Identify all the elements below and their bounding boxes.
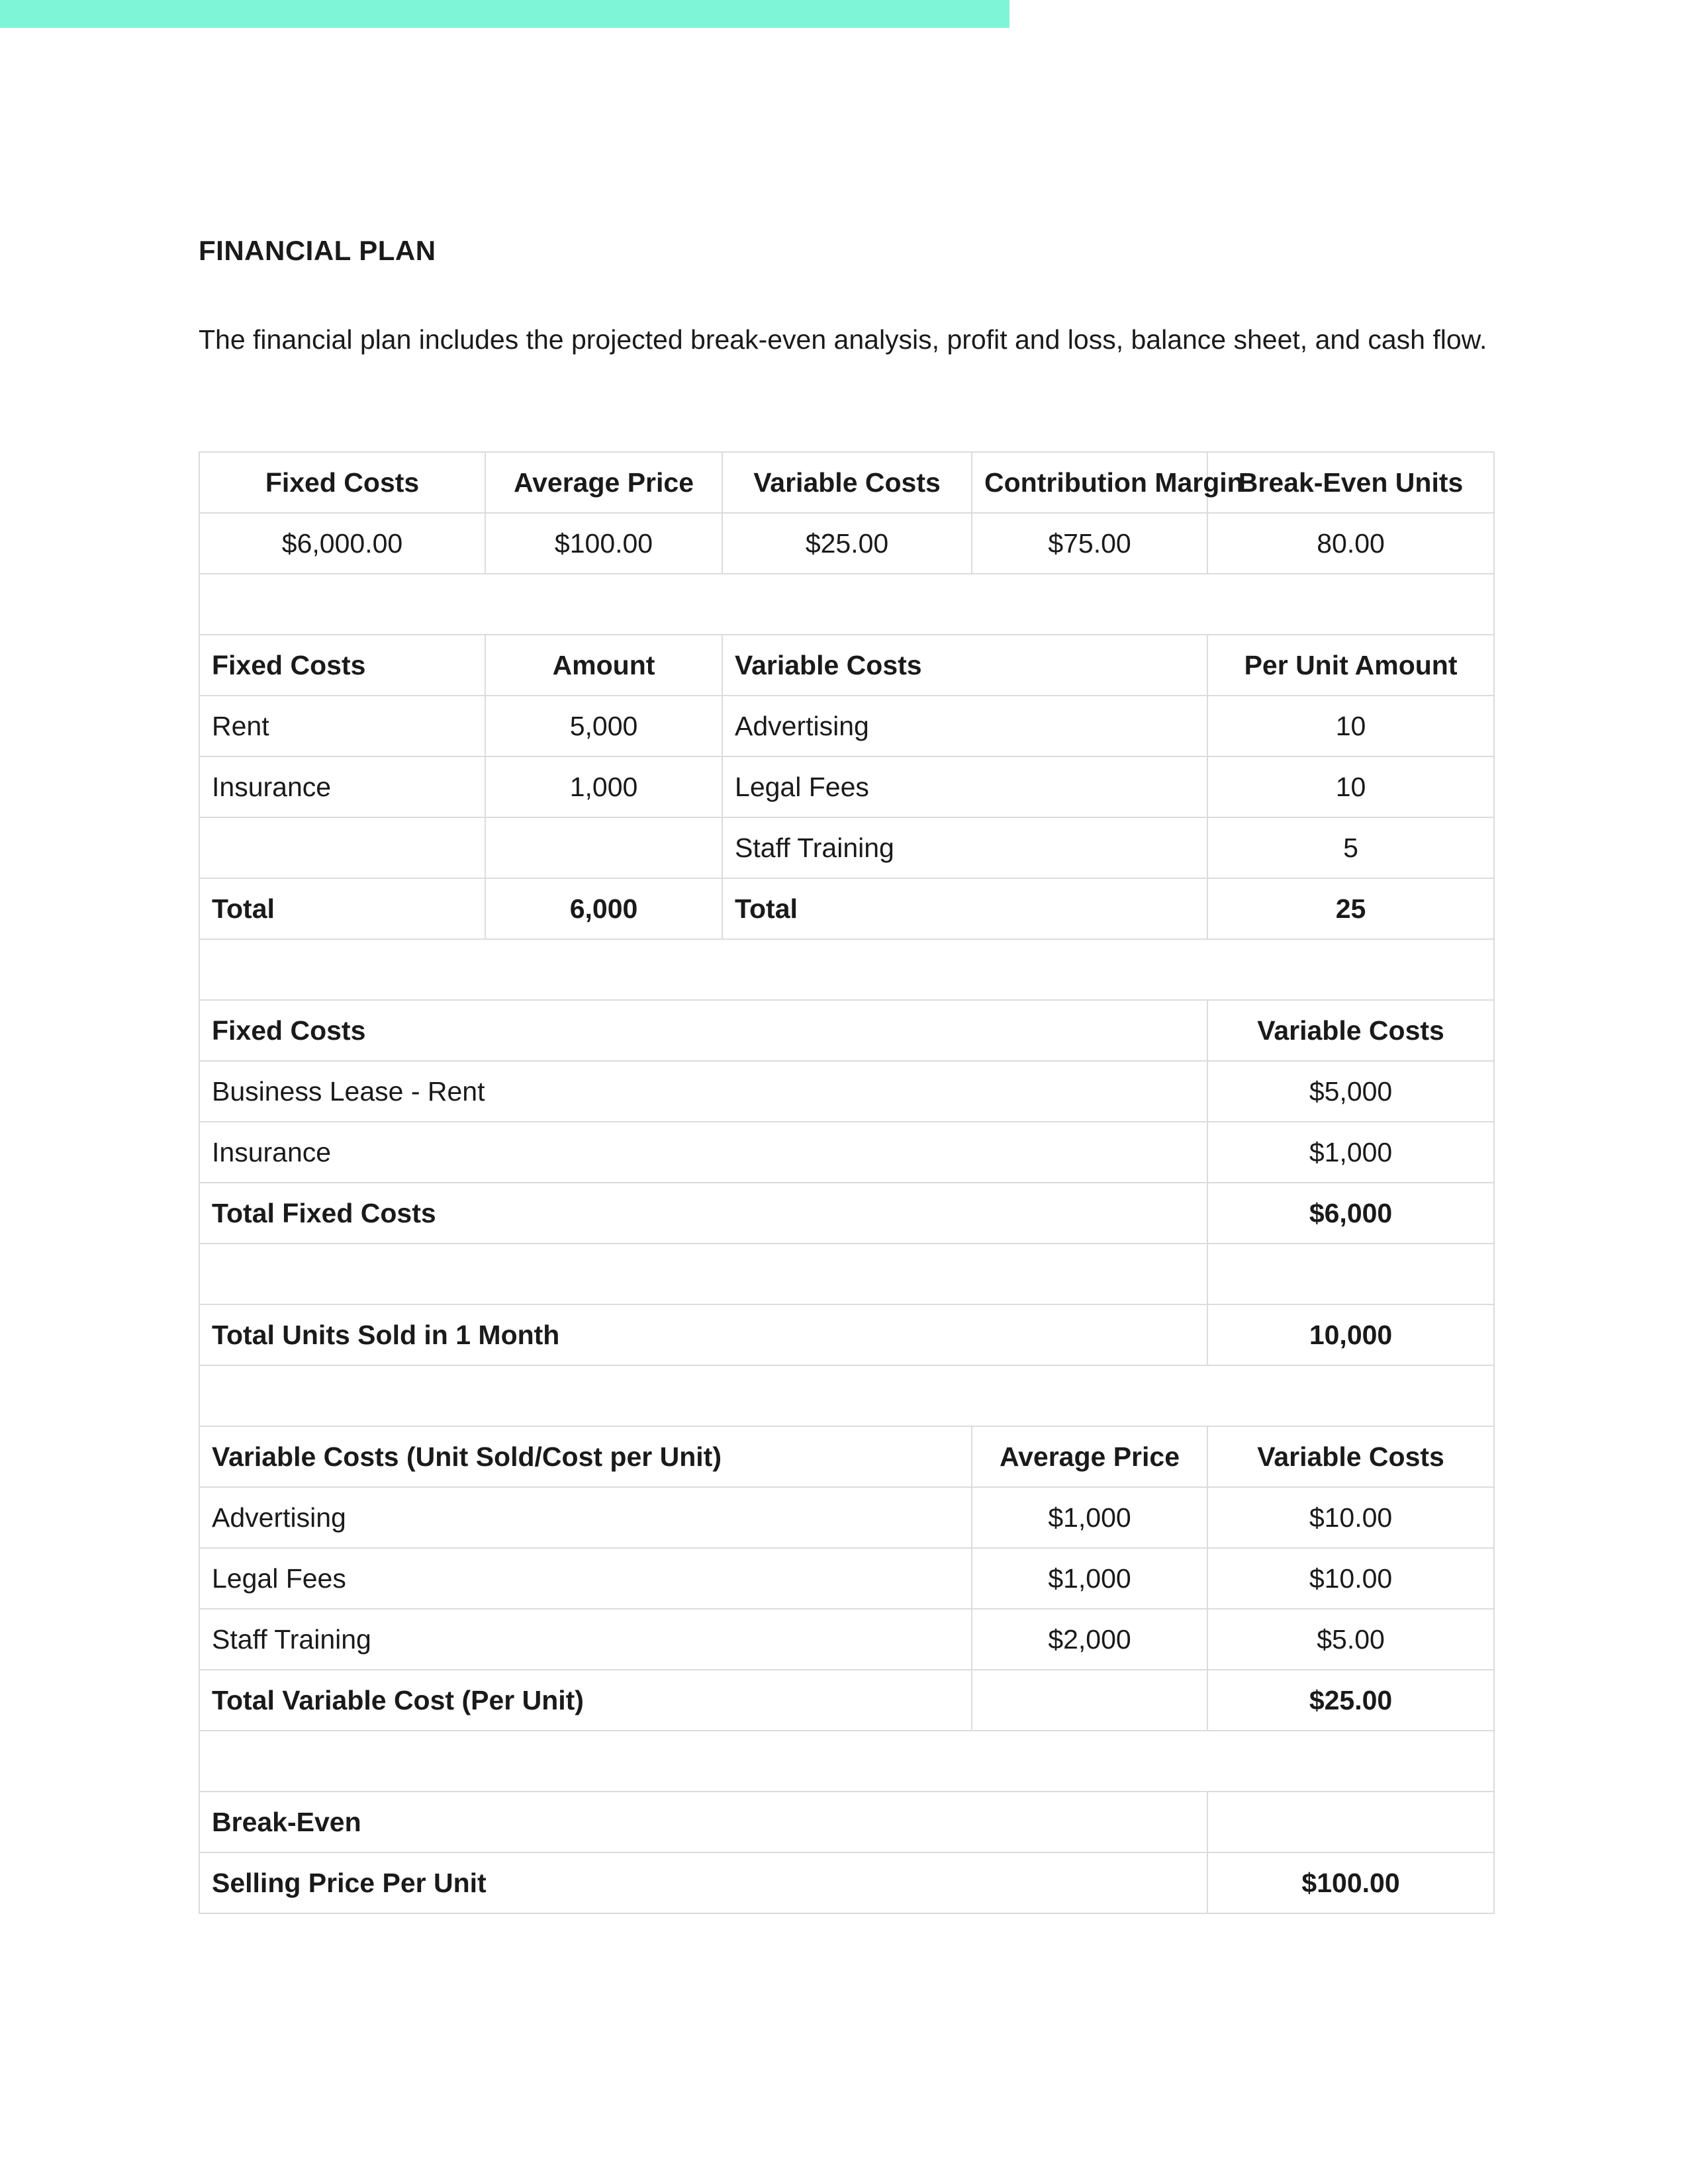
summary-value-average-price: $100.00 [485, 513, 722, 574]
table-row [199, 1609, 1494, 1670]
table-row [199, 1122, 1494, 1183]
page-title: FINANCIAL PLAN [199, 235, 436, 266]
variable-detail-average-price: $1,000 [972, 1487, 1207, 1548]
table-row [199, 1061, 1494, 1122]
spacer-cell [199, 939, 1494, 1000]
breakdown-variable-amount: 10 [1207, 756, 1494, 817]
intro-paragraph: The financial plan includes the projected break-even analysis, profit and loss, balance sheet, and cash flow. [199, 324, 1487, 355]
fixed-detail-label: Business Lease - Rent [199, 1061, 1207, 1122]
variable-detail-cost: $10.00 [1207, 1487, 1494, 1548]
breakdown-total-fixed-amount: 6,000 [485, 878, 722, 939]
table-row [199, 1487, 1494, 1548]
breakdown-variable-amount: 10 [1207, 696, 1494, 756]
summary-header-variable-costs: Variable Costs [722, 452, 972, 513]
summary-header-break-even-units: Break-Even Units [1207, 452, 1494, 513]
summary-value-break-even-units: 80.00 [1207, 513, 1494, 574]
fixed-detail-total-label: Total Fixed Costs [199, 1183, 1207, 1244]
summary-value-variable-costs: $25.00 [722, 513, 972, 574]
breakdown-fixed-label [199, 817, 485, 878]
table-row [199, 696, 1494, 756]
variable-detail-cost: $5.00 [1207, 1609, 1494, 1670]
breakdown-fixed-amount [485, 817, 722, 878]
table-row [199, 1548, 1494, 1609]
spacer-row [199, 574, 1494, 635]
fixed-detail-header-row [199, 1000, 1494, 1061]
summary-header-contribution-margin: Contribution Margin [972, 452, 1207, 513]
breakdown-header-variable-costs: Variable Costs [722, 635, 1207, 696]
spacer-row [199, 1731, 1494, 1792]
breakdown-total-row [199, 878, 1494, 939]
units-label: Total Units Sold in 1 Month [199, 1304, 1207, 1365]
summary-value-fixed-costs: $6,000.00 [199, 513, 485, 574]
fixed-detail-header-value: Variable Costs [1207, 1000, 1494, 1061]
variable-detail-header-average-price: Average Price [972, 1426, 1207, 1487]
breakdown-fixed-label: Insurance [199, 756, 485, 817]
spacer-cell [1207, 1244, 1494, 1304]
financial-table [199, 451, 1495, 1914]
breakdown-variable-label: Advertising [722, 696, 1207, 756]
fixed-detail-header-label: Fixed Costs [199, 1000, 1207, 1061]
selling-price-value: $100.00 [1207, 1852, 1494, 1913]
breakdown-header-amount: Amount [485, 635, 722, 696]
spacer-cell [199, 574, 1494, 635]
breakdown-total-fixed-label: Total [199, 878, 485, 939]
breakdown-header-fixed-costs: Fixed Costs [199, 635, 485, 696]
break-even-heading-blank [1207, 1792, 1494, 1852]
variable-detail-label: Staff Training [199, 1609, 972, 1670]
variable-detail-total-label: Total Variable Cost (Per Unit) [199, 1670, 972, 1731]
break-even-heading: Break-Even [199, 1792, 1207, 1852]
variable-detail-label: Legal Fees [199, 1548, 972, 1609]
variable-detail-header-variable-costs: Variable Costs [1207, 1426, 1494, 1487]
breakdown-variable-label: Staff Training [722, 817, 1207, 878]
break-even-heading-row [199, 1792, 1494, 1852]
variable-detail-cost: $10.00 [1207, 1548, 1494, 1609]
summary-header-average-price: Average Price [485, 452, 722, 513]
units-row [199, 1304, 1494, 1365]
breakdown-header-row [199, 635, 1494, 696]
breakdown-fixed-label: Rent [199, 696, 485, 756]
breakdown-header-per-unit-amount: Per Unit Amount [1207, 635, 1494, 696]
units-value: 10,000 [1207, 1304, 1494, 1365]
summary-value-contribution-margin: $75.00 [972, 513, 1207, 574]
variable-detail-total-row [199, 1670, 1494, 1731]
spacer-row [199, 1365, 1494, 1426]
spacer-cell [199, 1731, 1494, 1792]
breakdown-variable-label: Legal Fees [722, 756, 1207, 817]
table-row [199, 756, 1494, 817]
variable-detail-average-price: $2,000 [972, 1609, 1207, 1670]
variable-detail-average-price: $1,000 [972, 1548, 1207, 1609]
summary-value-row [199, 513, 1494, 574]
variable-detail-total-cost: $25.00 [1207, 1670, 1494, 1731]
accent-bar [0, 0, 1009, 28]
selling-price-row [199, 1852, 1494, 1913]
selling-price-label: Selling Price Per Unit [199, 1852, 1207, 1913]
spacer-cell [199, 1365, 1494, 1426]
fixed-detail-value: $1,000 [1207, 1122, 1494, 1183]
table-row [199, 817, 1494, 878]
breakdown-fixed-amount: 5,000 [485, 696, 722, 756]
fixed-detail-label: Insurance [199, 1122, 1207, 1183]
spacer-row [199, 1244, 1494, 1304]
fixed-detail-total-row [199, 1183, 1494, 1244]
summary-header-row [199, 452, 1494, 513]
breakdown-variable-amount: 5 [1207, 817, 1494, 878]
variable-detail-header-row [199, 1426, 1494, 1487]
summary-header-fixed-costs: Fixed Costs [199, 452, 485, 513]
breakdown-total-variable-label: Total [722, 878, 1207, 939]
breakdown-fixed-amount: 1,000 [485, 756, 722, 817]
breakdown-total-variable-amount: 25 [1207, 878, 1494, 939]
variable-detail-header-label: Variable Costs (Unit Sold/Cost per Unit) [199, 1426, 972, 1487]
spacer-cell [199, 1244, 1207, 1304]
fixed-detail-value: $5,000 [1207, 1061, 1494, 1122]
spacer-row [199, 939, 1494, 1000]
variable-detail-label: Advertising [199, 1487, 972, 1548]
fixed-detail-total-value: $6,000 [1207, 1183, 1494, 1244]
variable-detail-total-average-price [972, 1670, 1207, 1731]
